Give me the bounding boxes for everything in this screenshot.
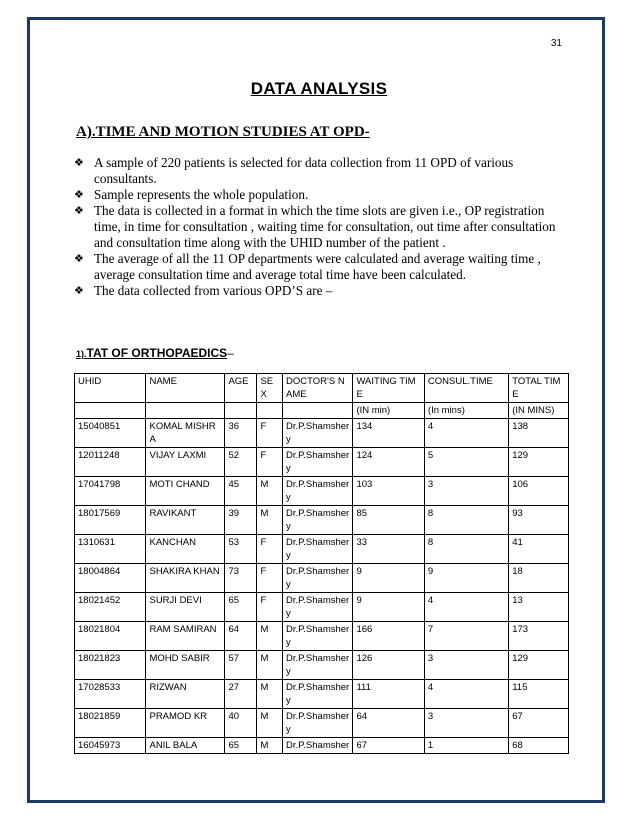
table-row (75, 680, 569, 709)
table-cell-sex: F (257, 448, 283, 477)
table-cell-consultation: 4 (424, 680, 508, 709)
table-cell-waiting: 9 (353, 593, 424, 622)
diamond-bullet-icon: ❖ (74, 189, 84, 201)
table-cell-waiting: 103 (353, 477, 424, 506)
table-row (75, 535, 569, 564)
table-header-row (75, 374, 569, 403)
table-row (75, 448, 569, 477)
table-cell-sex: F (257, 564, 283, 593)
header-cell-waiting: WAITING TIME (353, 374, 424, 403)
section-heading: A).TIME AND MOTION STUDIES AT OPD- (76, 124, 370, 140)
table-cell-doctor: Dr.P.Shamsher y (283, 477, 353, 506)
table-cell-uhid: 16045973 (75, 738, 146, 754)
sub-heading (76, 346, 234, 360)
units-cell: (IN MINS) (509, 403, 569, 419)
table-cell-age: 65 (225, 738, 257, 754)
table-cell-uhid: 18004864 (75, 564, 146, 593)
units-cell (146, 403, 225, 419)
table-cell-uhid: 17028533 (75, 680, 146, 709)
table-cell-name: SURJI DEVI (146, 593, 225, 622)
header-cell-doctor: DOCTOR'S NAME (283, 374, 353, 403)
units-cell (225, 403, 257, 419)
sub-heading-text: TAT OF ORTHOPAEDICS (86, 346, 228, 360)
table-cell-uhid: 18021452 (75, 593, 146, 622)
table-cell-name: RIZWAN (146, 680, 225, 709)
table-cell-age: 53 (225, 535, 257, 564)
table-cell-age: 27 (225, 680, 257, 709)
table-cell-doctor: Dr.P.Shamsher y (283, 709, 353, 738)
diamond-bullet-icon: ❖ (74, 253, 84, 265)
table-cell-doctor: Dr.P.Shamsher y (283, 448, 353, 477)
table-cell-age: 52 (225, 448, 257, 477)
table-cell-consultation: 9 (424, 564, 508, 593)
table-cell-waiting: 64 (353, 709, 424, 738)
page-title: DATA ANALYSIS (250, 79, 388, 98)
table-cell-sex: M (257, 738, 283, 754)
header-cell-name: NAME (146, 374, 225, 403)
bullet-text: The average of all the 11 OP departments were calculated and average waiting time , average consultation time and average total time have been calculated. (94, 251, 541, 282)
table-cell-consultation: 1 (424, 738, 508, 754)
header-cell-age: AGE (225, 374, 257, 403)
bullet-item (74, 283, 574, 299)
table-cell-waiting: 9 (353, 564, 424, 593)
table-cell-uhid: 15040851 (75, 419, 146, 448)
table-cell-total: 68 (509, 738, 569, 754)
table-cell-waiting: 166 (353, 622, 424, 651)
table-cell-total: 67 (509, 709, 569, 738)
table-units-row (75, 403, 569, 419)
table-cell-consultation: 8 (424, 535, 508, 564)
table-cell-consultation: 4 (424, 593, 508, 622)
table-row (75, 564, 569, 593)
table-cell-name: MOTI CHAND (146, 477, 225, 506)
table-cell-waiting: 33 (353, 535, 424, 564)
header-cell-total: TOTAL TIME (509, 374, 569, 403)
table-cell-consultation: 4 (424, 419, 508, 448)
table-row (75, 419, 569, 448)
units-cell: (In mins) (424, 403, 508, 419)
bullet-item (74, 187, 574, 203)
bullet-text: The data collected from various OPD’S are – (94, 283, 333, 298)
table-cell-total: 129 (509, 651, 569, 680)
table-cell-consultation: 5 (424, 448, 508, 477)
table-cell-consultation: 7 (424, 622, 508, 651)
table-cell-sex: M (257, 622, 283, 651)
page-number: 31 (550, 38, 562, 49)
table-cell-doctor: Dr.P.Shamsher y (283, 680, 353, 709)
table-cell-sex: F (257, 419, 283, 448)
table-cell-age: 45 (225, 477, 257, 506)
table-cell-age: 64 (225, 622, 257, 651)
table-cell-sex: M (257, 709, 283, 738)
table-cell-total: 18 (509, 564, 569, 593)
table-cell-waiting: 126 (353, 651, 424, 680)
table-cell-doctor: Dr.P.Shamsher y (283, 419, 353, 448)
bullet-text: Sample represents the whole population. (94, 187, 309, 202)
units-cell: (IN min) (353, 403, 424, 419)
table-cell-age: 57 (225, 651, 257, 680)
units-cell (257, 403, 283, 419)
table-row (75, 506, 569, 535)
table-cell-age: 36 (225, 419, 257, 448)
table-cell-total: 106 (509, 477, 569, 506)
table-row (75, 651, 569, 680)
bullet-item (74, 203, 574, 251)
table-row (75, 593, 569, 622)
table-cell-name: RAVIKANT (146, 506, 225, 535)
table-cell-name: SHAKIRA KHAN (146, 564, 225, 593)
header-cell-consultation: CONSUL.TIME (424, 374, 508, 403)
table-cell-total: 41 (509, 535, 569, 564)
table-cell-doctor: Dr.P.Shamsher (283, 738, 353, 754)
table-cell-name: RAM SAMIRAN (146, 622, 225, 651)
units-cell (283, 403, 353, 419)
sub-heading-dash: – (227, 346, 234, 360)
table-cell-sex: M (257, 680, 283, 709)
orthopaedics-tat-table (74, 373, 569, 754)
table-cell-waiting: 111 (353, 680, 424, 709)
table-cell-doctor: Dr.P.Shamsher y (283, 651, 353, 680)
table-cell-total: 115 (509, 680, 569, 709)
bullet-list (74, 155, 574, 299)
table-cell-name: VIJAY LAXMI (146, 448, 225, 477)
table-cell-age: 73 (225, 564, 257, 593)
table-cell-doctor: Dr.P.Shamsher y (283, 593, 353, 622)
table-cell-sex: F (257, 535, 283, 564)
table-cell-waiting: 124 (353, 448, 424, 477)
table-cell-waiting: 85 (353, 506, 424, 535)
bullet-text: A sample of 220 patients is selected for data collection from 11 OPD of various consultants. (94, 155, 514, 186)
table-cell-consultation: 3 (424, 477, 508, 506)
table-row (75, 477, 569, 506)
table-cell-uhid: 18021823 (75, 651, 146, 680)
table-row (75, 709, 569, 738)
table-cell-age: 39 (225, 506, 257, 535)
table-cell-name: MOHD SABIR (146, 651, 225, 680)
table-cell-uhid: 12011248 (75, 448, 146, 477)
table-cell-sex: F (257, 593, 283, 622)
table-cell-uhid: 18017569 (75, 506, 146, 535)
table-cell-doctor: Dr.P.Shamsher y (283, 535, 353, 564)
table-cell-total: 129 (509, 448, 569, 477)
table-cell-name: ANIL BALA (146, 738, 225, 754)
table-cell-uhid: 18021804 (75, 622, 146, 651)
header-cell-sex: SEX (257, 374, 283, 403)
table-row (75, 622, 569, 651)
table-cell-doctor: Dr.P.Shamsher y (283, 564, 353, 593)
table-cell-sex: M (257, 506, 283, 535)
table-cell-waiting: 134 (353, 419, 424, 448)
diamond-bullet-icon: ❖ (74, 285, 84, 297)
table-cell-total: 173 (509, 622, 569, 651)
table-cell-total: 13 (509, 593, 569, 622)
header-cell-uhid: UHID (75, 374, 146, 403)
bullet-item (74, 155, 574, 187)
table-cell-consultation: 3 (424, 709, 508, 738)
units-cell (75, 403, 146, 419)
table-cell-sex: M (257, 651, 283, 680)
table-cell-name: KANCHAN (146, 535, 225, 564)
table-cell-uhid: 17041798 (75, 477, 146, 506)
table-cell-consultation: 8 (424, 506, 508, 535)
table-cell-sex: M (257, 477, 283, 506)
table-row (75, 738, 569, 754)
table-cell-uhid: 1310631 (75, 535, 146, 564)
bullet-text: The data is collected in a format in which the time slots are given i.e., OP registration time, in time for consultation , waiting time for consultation, out time after consultation and consultation time along with the UHID number of the patient . (94, 203, 556, 250)
table-cell-doctor: Dr.P.Shamsher y (283, 622, 353, 651)
table-cell-total: 138 (509, 419, 569, 448)
table-cell-total: 93 (509, 506, 569, 535)
table-cell-uhid: 18021859 (75, 709, 146, 738)
table-cell-name: PRAMOD KR (146, 709, 225, 738)
diamond-bullet-icon: ❖ (74, 157, 84, 169)
sub-heading-number: 1). (76, 349, 87, 359)
table-cell-age: 65 (225, 593, 257, 622)
table-cell-name: KOMAL MISHRA (146, 419, 225, 448)
table-cell-doctor: Dr.P.Shamsher y (283, 506, 353, 535)
diamond-bullet-icon: ❖ (74, 205, 84, 217)
table-cell-consultation: 3 (424, 651, 508, 680)
bullet-item (74, 251, 574, 283)
table-cell-waiting: 67 (353, 738, 424, 754)
table-cell-age: 40 (225, 709, 257, 738)
